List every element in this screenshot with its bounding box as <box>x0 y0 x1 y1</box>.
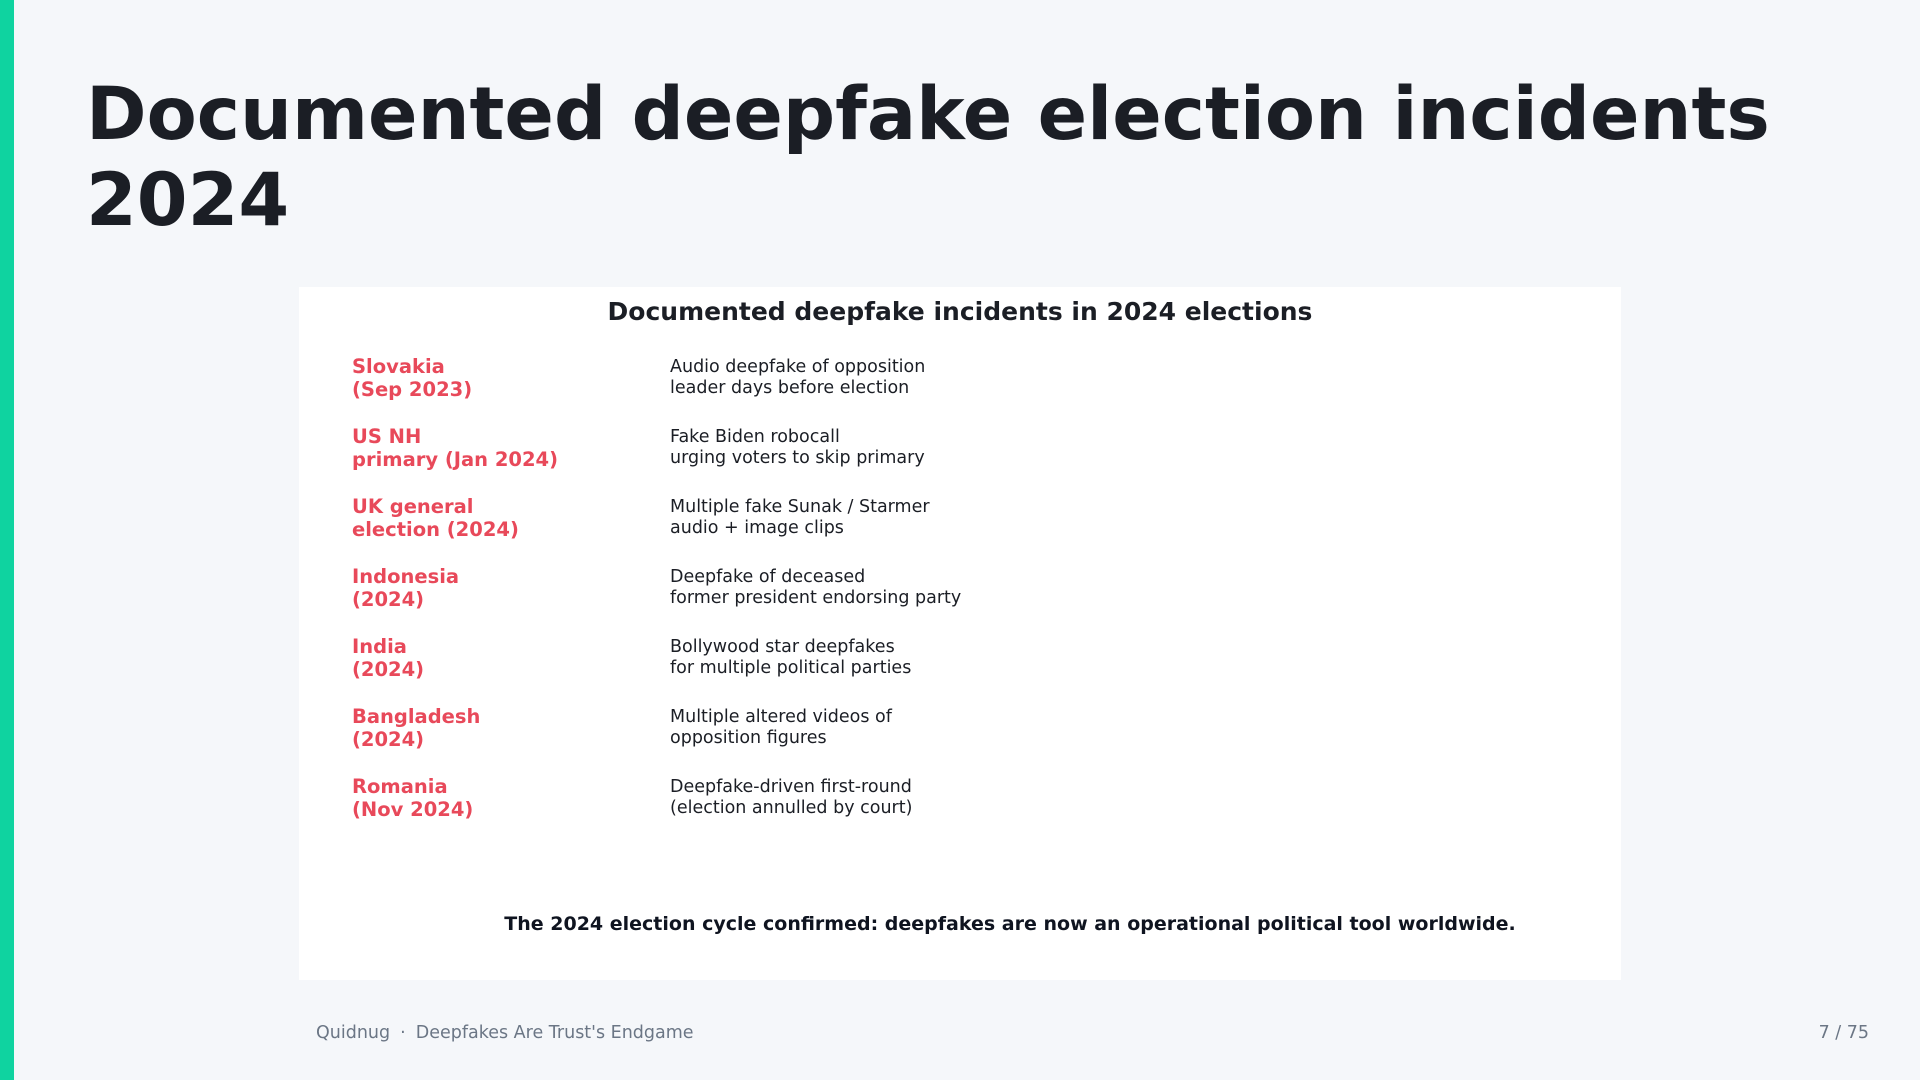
description-line: Bollywood star deepfakes <box>670 637 895 657</box>
description-line: leader days before election <box>670 378 910 398</box>
incident-description <box>670 637 1270 679</box>
incident-description <box>670 707 1270 749</box>
country-date: (Sep 2023) <box>352 378 473 401</box>
description-line: for multiple political parties <box>670 658 912 678</box>
country-date: (2024) <box>352 728 425 751</box>
incident-country <box>352 775 652 821</box>
incident-country <box>352 565 652 611</box>
incident-country <box>352 355 652 401</box>
incident-country <box>352 705 652 751</box>
country-date: (2024) <box>352 588 425 611</box>
description-line: Deepfake-driven first-round <box>670 777 912 797</box>
incident-row-india <box>352 633 1552 703</box>
description-line: opposition figures <box>670 728 827 748</box>
footer-deck-title: Deepfakes Are Trust's Endgame <box>415 1023 694 1043</box>
incident-row-slovakia <box>352 353 1552 423</box>
incident-description <box>670 777 1270 819</box>
incident-description <box>670 357 1270 399</box>
description-line: urging voters to skip primary <box>670 448 925 468</box>
country-line: Romania <box>352 775 448 798</box>
country-date: election (2024) <box>352 518 519 541</box>
country-date: (Nov 2024) <box>352 798 474 821</box>
description-line: (election annulled by court) <box>670 798 913 818</box>
description-line: former president endorsing party <box>670 588 962 608</box>
incident-row-romania <box>352 773 1552 843</box>
incident-row-indonesia <box>352 563 1552 633</box>
incident-country <box>352 425 652 471</box>
country-date: primary (Jan 2024) <box>352 448 559 471</box>
footer-separator: · <box>400 1023 406 1043</box>
country-line: UK general <box>352 495 474 518</box>
incident-description <box>670 427 1270 469</box>
description-line: Fake Biden robocall <box>670 427 840 447</box>
country-line: Slovakia <box>352 355 445 378</box>
country-date: (2024) <box>352 658 425 681</box>
incident-row-bangladesh <box>352 703 1552 773</box>
description-line: Multiple altered videos of <box>670 707 892 727</box>
description-line: Deepfake of deceased <box>670 567 866 587</box>
page-number: 7 / 75 <box>1818 1023 1869 1043</box>
footer <box>316 1023 694 1043</box>
incident-country <box>352 495 652 541</box>
country-line: India <box>352 635 407 658</box>
incident-row-uk <box>352 493 1552 563</box>
incident-row-us-nh <box>352 423 1552 493</box>
incident-description <box>670 567 1270 609</box>
description-line: Audio deepfake of opposition <box>670 357 926 377</box>
footer-author: Quidnug <box>316 1023 391 1043</box>
incidents-figure <box>299 287 1621 980</box>
slide-title: Documented deepfake election incidents 2024 <box>86 72 1770 243</box>
incident-country <box>352 635 652 681</box>
incident-description <box>670 497 1270 539</box>
accent-bar <box>0 0 14 1080</box>
country-line: US NH <box>352 425 422 448</box>
incident-list <box>352 353 1552 843</box>
figure-title: Documented deepfake incidents in 2024 elections <box>607 297 1313 326</box>
description-line: Multiple fake Sunak / Starmer <box>670 497 930 517</box>
country-line: Indonesia <box>352 565 460 588</box>
country-line: Bangladesh <box>352 705 481 728</box>
figure-conclusion: The 2024 election cycle confirmed: deepfakes are now an operational political tool worldwide. <box>504 913 1516 935</box>
description-line: audio + image clips <box>670 518 844 538</box>
